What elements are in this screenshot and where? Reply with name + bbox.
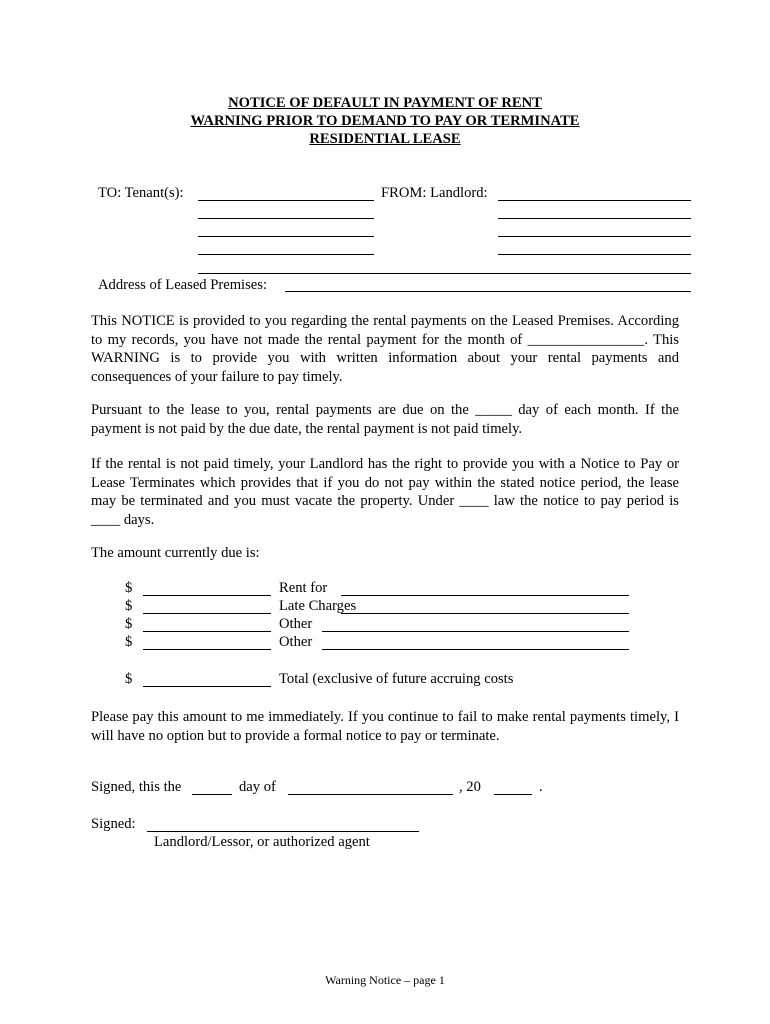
signed-this-label: Signed, this the	[91, 779, 182, 795]
signature-line[interactable]	[147, 831, 419, 832]
amount-line-other-1[interactable]	[143, 631, 271, 632]
description-line-other-1[interactable]	[322, 631, 629, 632]
description-line-other-2[interactable]	[322, 649, 629, 650]
landlord-line-4[interactable]	[498, 254, 691, 255]
address-label: Address of Leased Premises:	[98, 277, 268, 293]
amount-line-late[interactable]	[143, 613, 271, 614]
landlord-label: FROM: Landlord:	[381, 185, 488, 201]
tenant-line-3[interactable]	[198, 236, 374, 237]
amount-line-total[interactable]	[143, 686, 271, 687]
month-line[interactable]	[288, 794, 453, 795]
landlord-line-1[interactable]	[498, 200, 691, 201]
period: .	[539, 779, 543, 795]
landlord-line-3[interactable]	[498, 236, 691, 237]
row-label-rent: Rent for	[279, 580, 328, 596]
day-line[interactable]	[192, 794, 232, 795]
address-line-2[interactable]	[285, 291, 691, 292]
paragraph-pay-immediately: Please pay this amount to me immediately. If you continue to fail to make rental payments timely, I will have no option but to provide a formal notice to pay or terminate.	[91, 709, 679, 744]
year-line[interactable]	[494, 794, 532, 795]
row-label-late-charges: Late Charges	[279, 598, 357, 614]
currency-symbol: $	[125, 598, 133, 614]
title-line-1: NOTICE OF DEFAULT IN PAYMENT OF RENT	[228, 95, 542, 111]
tenant-line-2[interactable]	[198, 218, 374, 219]
row-label-other-1: Other	[279, 616, 313, 632]
signed-label: Signed:	[91, 816, 136, 832]
signer-caption: Landlord/Lessor, or authorized agent	[154, 834, 370, 850]
total-label: Total (exclusive of future accruing costs	[279, 671, 514, 687]
currency-symbol: $	[125, 634, 133, 650]
page-footer: Warning Notice – page 1	[325, 973, 445, 987]
amount-intro: The amount currently due is:	[91, 545, 260, 561]
tenant-line-4[interactable]	[198, 254, 374, 255]
title-line-3: RESIDENTIAL LEASE	[309, 131, 461, 147]
amount-line-other-2[interactable]	[143, 649, 271, 650]
description-line-rent[interactable]	[341, 595, 629, 596]
year-prefix: , 20	[459, 779, 481, 795]
paragraph-due-date: Pursuant to the lease to you, rental payments are due on the _____ day of each month. If the payment is not paid by the due date, the rental payment is not paid timely.	[91, 402, 679, 437]
title-line-2: WARNING PRIOR TO DEMAND TO PAY OR TERMINATE	[190, 113, 580, 129]
row-label-other-2: Other	[279, 634, 313, 650]
currency-symbol: $	[125, 616, 133, 632]
day-of-label: day of	[239, 779, 276, 795]
tenant-label: TO: Tenant(s):	[98, 185, 184, 201]
currency-symbol: $	[125, 580, 133, 596]
currency-symbol: $	[125, 671, 133, 687]
address-line-1[interactable]	[198, 273, 691, 274]
tenant-line-1[interactable]	[198, 200, 374, 201]
landlord-line-2[interactable]	[498, 218, 691, 219]
paragraph-notice: This NOTICE is provided to you regarding the rental payments on the Leased Premises. According to my records, you have not made the rental payment for the month of ________________. This WARNING is to provide you with written information about your rental payments and consequences of your failure to pay timely.	[91, 313, 679, 385]
paragraph-rights: If the rental is not paid timely, your Landlord has the right to provide you with a Notice to Pay or Lease Terminates which provides that if you do not pay within the stated notice period, the lease may be terminated and you must vacate the property. Under ____ law the notice to pay period is ____ days.	[91, 456, 679, 528]
description-line-late[interactable]	[341, 613, 629, 614]
amount-line-rent[interactable]	[143, 595, 271, 596]
